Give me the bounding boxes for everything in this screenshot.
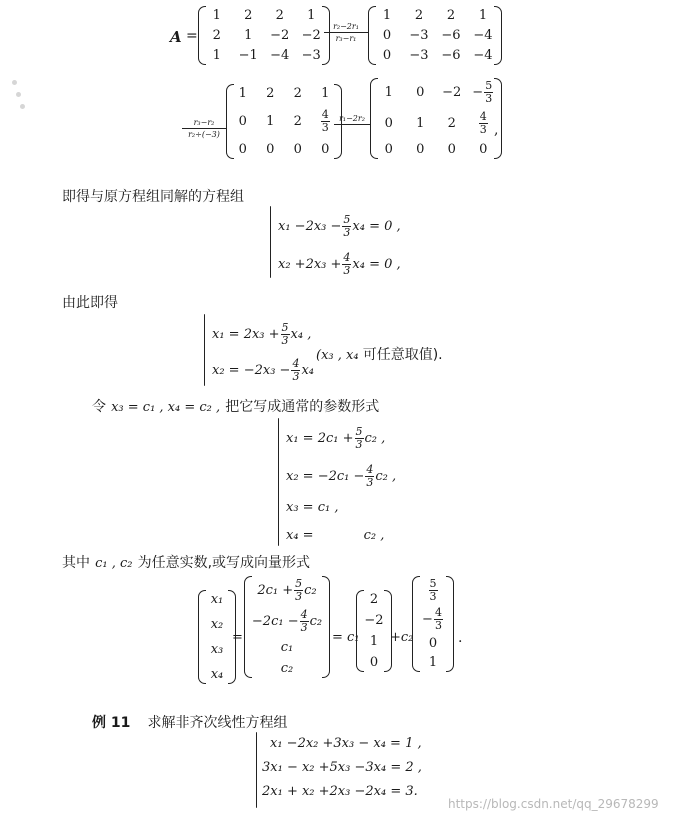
- matrix-cell: 0: [293, 142, 302, 157]
- system1-eq1: x₁ −2x₃ − $\frac{5}{3}$ x₄ = 0 ,: [278, 213, 401, 239]
- matrix-cell: 1: [307, 8, 316, 23]
- matrix-cell: 1: [238, 86, 247, 101]
- matrix-cell: −2: [270, 28, 290, 43]
- matrix-cell: −3: [301, 48, 321, 63]
- vector-eq-2: = c₁: [332, 630, 360, 645]
- matrix-cell: −6: [441, 28, 461, 43]
- matrix-cell: 0: [447, 142, 456, 157]
- equals-sign: =: [186, 28, 198, 44]
- example-eq2: 3x₁ − x₂ +5x₃ −3x₄ = 2 ,: [262, 760, 422, 775]
- matrix-cell: x₁: [210, 592, 224, 607]
- matrix-cell: 2: [446, 8, 456, 23]
- matrix-cell: −2: [442, 85, 462, 100]
- margin-dot: [16, 92, 21, 97]
- matrix-cell: 0: [321, 142, 330, 157]
- vector-2: $\frac{5}{3}$ − $\frac{4}{3}$ 0 1: [412, 578, 454, 670]
- text-let: 令 x₃ = c₁ , x₄ = c₂ , 把它写成通常的参数形式: [92, 399, 380, 415]
- system2-eq2: x₂ = −2x₃ − $\frac{4}{3}$ x₄: [212, 357, 314, 383]
- free-variable-remark: (x₃ , x₄ 可任意取值).: [316, 347, 443, 363]
- matrix-cell: 0: [238, 142, 247, 157]
- matrix-cell: −3: [409, 48, 429, 63]
- matrix-cell: −4: [473, 48, 493, 63]
- vector-1: [356, 592, 392, 670]
- matrix-cell: 0: [238, 114, 247, 129]
- matrix-1: [198, 8, 330, 63]
- matrix-cell: −2: [301, 28, 321, 43]
- param-eq2: x₂ = −2c₁ − $\frac{4}{3}$ c₂ ,: [286, 463, 397, 489]
- vector-middle: 2c₁ + $\frac{5}{3}$ c₂ −2c₁ − $\frac{4}{3}$ c₂ c₁ c₂: [244, 578, 330, 676]
- matrix-cell: 1: [416, 116, 425, 131]
- matrix-cell: 2: [275, 8, 284, 23]
- system1-eq2: x₂ +2x₃ + $\frac{4}{3}$ x₄ = 0 ,: [278, 251, 401, 277]
- matrix-cell: 1: [212, 48, 221, 63]
- matrix-a-label: A: [170, 28, 182, 46]
- matrix-cell: $\frac{4}{3}$: [321, 108, 329, 134]
- matrix-cell: 2: [369, 592, 379, 607]
- example-eq1: x₁ −2x₂ +3x₃ − x₄ = 1 ,: [270, 736, 422, 751]
- example-label: 例 11: [92, 715, 131, 731]
- matrix-cell: x₂: [210, 617, 224, 632]
- example-brace: [256, 732, 257, 808]
- param-eq3: x₃ = c₁ ,: [286, 500, 339, 515]
- matrix-cell: 2: [447, 116, 456, 131]
- vector-lhs: [198, 592, 236, 682]
- matrix-cell: 2: [244, 8, 253, 23]
- vector-plus: +c₂: [390, 630, 414, 645]
- matrix-cell: 1: [478, 8, 488, 23]
- margin-dot: [12, 80, 17, 85]
- matrix-cell: −1: [238, 48, 258, 63]
- trailing-comma: ,: [494, 122, 499, 138]
- matrix-cell: − $\frac{5}{3}$: [472, 79, 493, 105]
- matrix-cell: 0: [416, 85, 425, 100]
- matrix-2: [368, 8, 502, 63]
- matrix-cell: x₄: [210, 667, 224, 682]
- matrix-cell: −6: [441, 48, 461, 63]
- system1-brace: [270, 206, 271, 278]
- param-eq4: x₄ = c₂ ,: [286, 528, 385, 543]
- text-where: 其中 c₁ , c₂ 为任意实数,或写成向量形式: [62, 555, 311, 571]
- matrix-cell: 2: [212, 28, 221, 43]
- vector-eq-1: =: [232, 630, 243, 645]
- matrix-cell: 0: [382, 48, 392, 63]
- matrix-cell: $\frac{4}{3}$: [479, 110, 487, 136]
- matrix-cell: 2: [266, 86, 275, 101]
- matrix-cell: 0: [369, 655, 379, 670]
- param-eq1: x₁ = 2c₁ + $\frac{5}{3}$ c₂ ,: [286, 425, 386, 451]
- matrix-cell: 2: [293, 86, 302, 101]
- matrix-cell: 1: [321, 86, 330, 101]
- matrix-cell: 0: [416, 142, 425, 157]
- matrix-cell: −3: [409, 28, 429, 43]
- watermark: https://blog.csdn.net/qq_29678299: [448, 797, 659, 811]
- text-same-solution: 即得与原方程组同解的方程组: [62, 189, 244, 205]
- matrix-4: [370, 80, 502, 157]
- example-eq3: 2x₁ + x₂ +2x₃ −2x₄ = 3.: [262, 784, 418, 799]
- row-op-arrow-2: r₃−r₂ r₂÷(−3): [182, 118, 226, 139]
- example-title: 求解非齐次线性方程组: [147, 715, 288, 731]
- matrix-cell: −4: [270, 48, 290, 63]
- matrix-cell: 0: [384, 116, 393, 131]
- matrix-cell: x₃: [210, 642, 224, 657]
- param-brace: [278, 418, 279, 546]
- row-op-arrow-1: r₂−2r₁ r₃−r₁: [324, 22, 368, 43]
- matrix-cell: 1: [382, 8, 392, 23]
- row-op-arrow-3: r₁−2r₂: [334, 114, 370, 126]
- system2-brace: [204, 314, 205, 386]
- matrix-cell: 0: [479, 142, 488, 157]
- matrix-cell: 1: [384, 85, 393, 100]
- vector-end: .: [458, 630, 463, 646]
- matrix-cell: 1: [266, 114, 275, 129]
- matrix-cell: 1: [212, 8, 221, 23]
- matrix-cell: 0: [266, 142, 275, 157]
- system2-eq1: x₁ = 2x₃ + $\frac{5}{3}$ x₄ ,: [212, 321, 312, 347]
- matrix-cell: 0: [382, 28, 392, 43]
- text-thus: 由此即得: [62, 295, 118, 311]
- margin-dot: [20, 104, 25, 109]
- example-heading: [92, 712, 287, 732]
- matrix-cell: −2: [364, 613, 384, 628]
- matrix-cell: 1: [369, 634, 379, 649]
- matrix-cell: 2: [414, 8, 424, 23]
- matrix-cell: 2: [293, 114, 302, 129]
- matrix-cell: −4: [473, 28, 493, 43]
- matrix-3: [226, 86, 342, 157]
- matrix-cell: 0: [384, 142, 393, 157]
- matrix-cell: 1: [244, 28, 253, 43]
